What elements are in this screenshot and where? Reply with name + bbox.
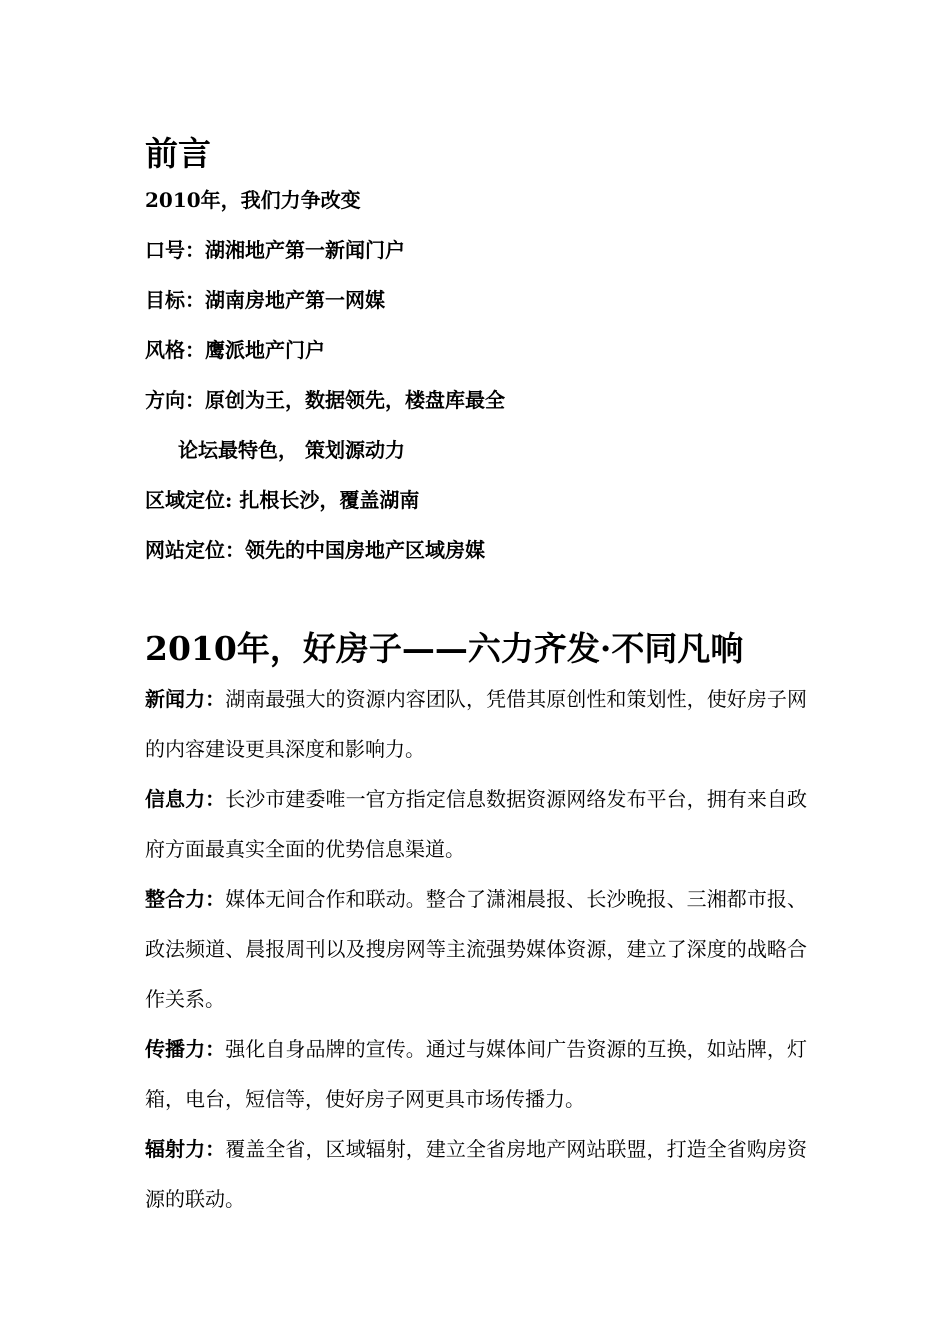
item-radiation-power [145,1124,807,1224]
item-text: 覆盖全省，区域辐射，建立全省房地产网站联盟，打造全省购房资源的联动。 [145,1137,807,1211]
item-label: 新闻力： [145,687,226,711]
foreword-line-positioning: 网站定位：领先的中国房地产区域房媒 [145,538,485,562]
item-label: 信息力： [145,787,226,811]
section2-title: 2010年，好房子——六力齐发·不同凡响 [145,629,744,668]
item-text: 强化自身品牌的宣传。通过与媒体间广告资源的互换，如站牌，灯箱，电台，短信等，使好房子网更具市场传播力。 [145,1037,807,1111]
item-text: 媒体无间合作和联动。整合了潇湘晨报、长沙晚报、三湘都市报、政法频道、晨报周刊以及搜房网等主流强势媒体资源，建立了深度的战略合作关系。 [145,887,807,1011]
item-info-power [145,774,807,874]
foreword-title: 前言 [145,134,211,173]
item-text: 湖南最强大的资源内容团队，凭借其原创性和策划性，使好房子网的内容建设更具深度和影响力。 [145,687,807,761]
item-label: 传播力： [145,1037,226,1061]
foreword-line-slogan: 口号：湖湘地产第一新闻门户 [145,238,405,262]
foreword-line-intro: 2010年，我们力争改变 [145,188,361,212]
item-label: 整合力： [145,887,226,911]
foreword-line-style: 风格：鹰派地产门户 [145,338,325,362]
item-text: 长沙市建委唯一官方指定信息数据资源网络发布平台，拥有来自政府方面最真实全面的优势信息渠道。 [145,787,807,861]
foreword-line-goal: 目标：湖南房地产第一网媒 [145,288,385,312]
item-label: 辐射力： [145,1137,226,1161]
item-news-power [145,674,807,774]
foreword-line-region: 区域定位: 扎根长沙，覆盖湖南 [145,488,420,512]
foreword-line-direction-cont: 论坛最特色， 策划源动力 [178,438,405,462]
foreword-line-direction: 方向：原创为王，数据领先，楼盘库最全 [145,388,505,412]
item-integration-power [145,874,807,1024]
item-spread-power [145,1024,807,1124]
